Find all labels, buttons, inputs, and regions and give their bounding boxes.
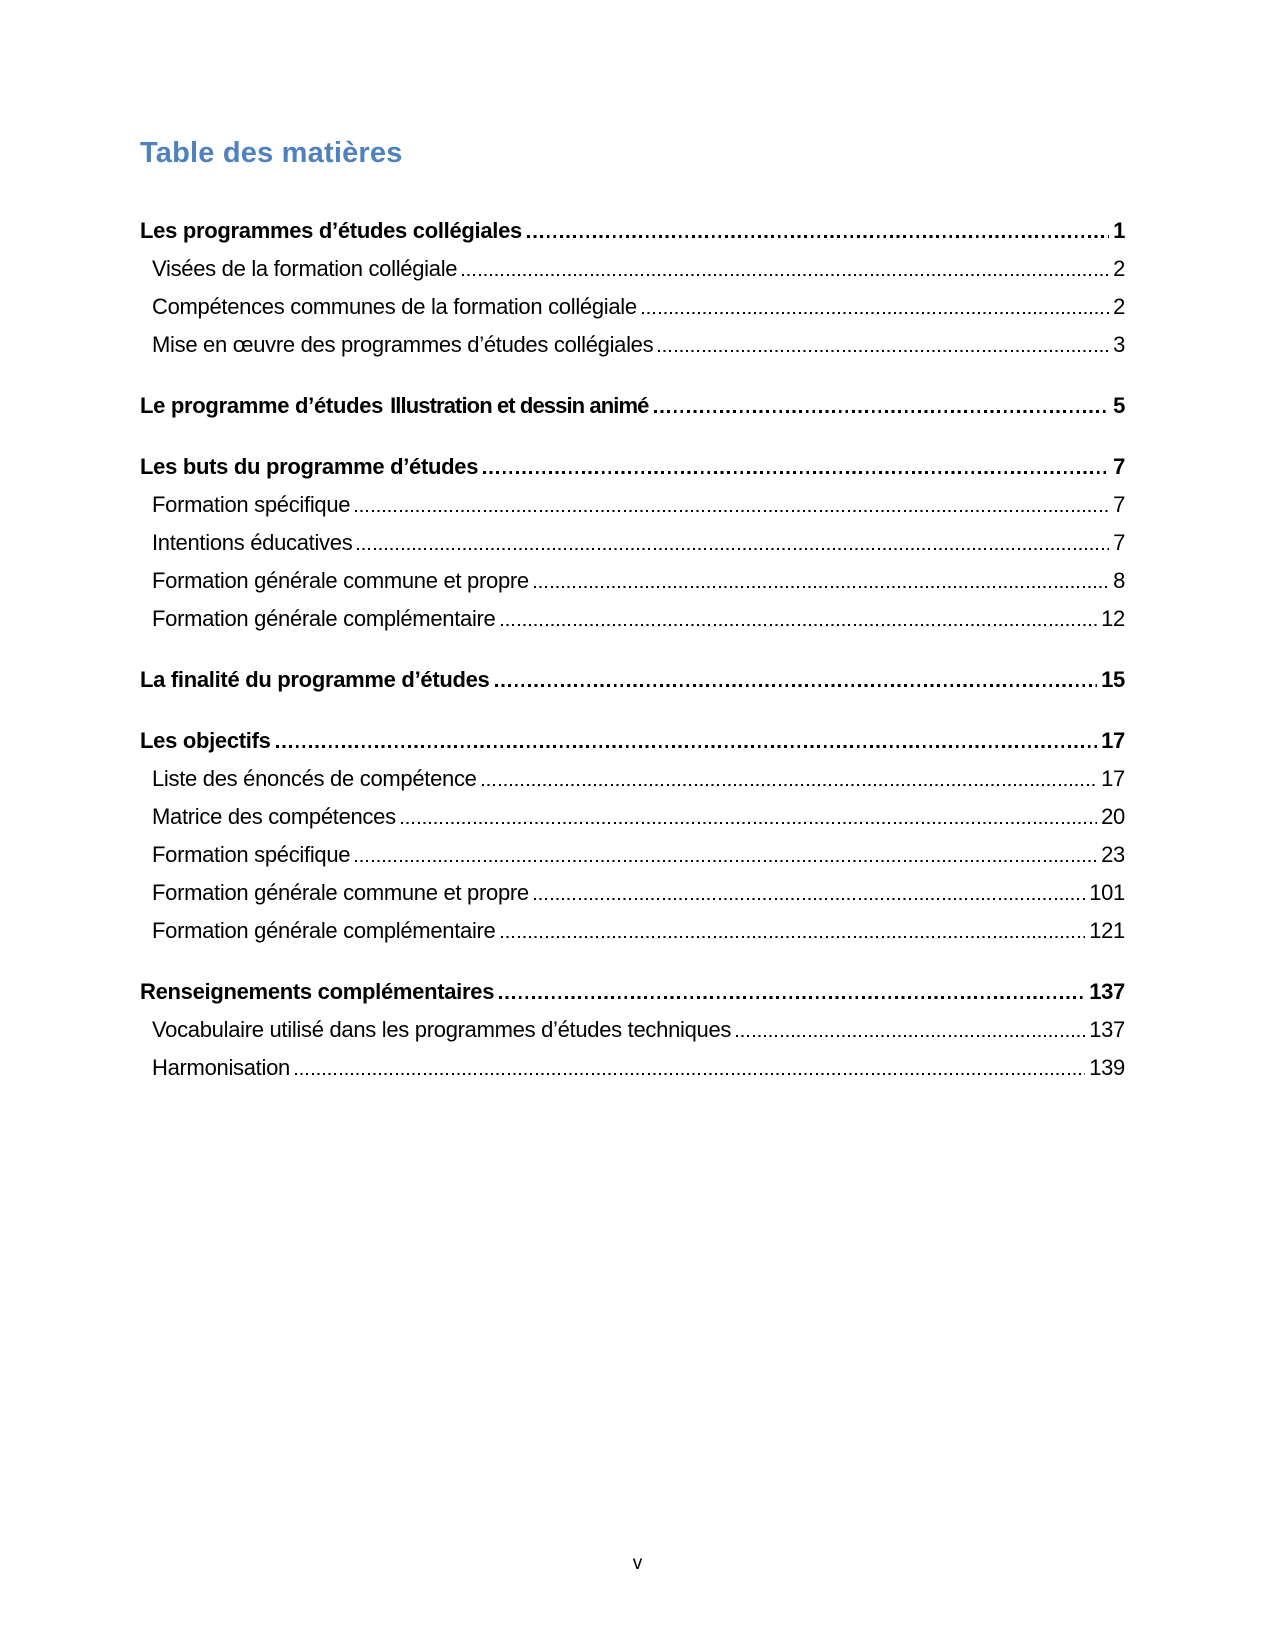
toc-entry-label: Mise en œuvre des programmes d’études collégiales xyxy=(152,332,654,357)
toc-entry-label: Liste des énoncés de compétence xyxy=(152,766,477,791)
toc-entry[interactable] xyxy=(140,486,1125,524)
toc-entry-label: Vocabulaire utilisé dans les programmes d’études techniques xyxy=(152,1017,732,1042)
toc-entry-label: Le programme d’études xyxy=(140,393,384,418)
toc-entry[interactable] xyxy=(140,1049,1125,1087)
toc-dot-leader xyxy=(295,1073,1085,1075)
toc-entry[interactable] xyxy=(140,760,1125,798)
toc-entry[interactable] xyxy=(140,600,1125,638)
toc-entry-label: Les buts du programme d’études xyxy=(140,454,479,479)
toc-entry-label: Formation générale complémentaire xyxy=(152,918,496,943)
toc-entry-page: 7 xyxy=(1113,454,1125,479)
toc-entry-page: 3 xyxy=(1113,332,1125,357)
toc-entry[interactable] xyxy=(140,212,1125,250)
toc-entry-page: 7 xyxy=(1113,530,1125,555)
toc-entry[interactable] xyxy=(140,1011,1125,1049)
toc-entry-page: 15 xyxy=(1101,667,1125,692)
toc-entry-label: Formation générale commune et propre xyxy=(152,568,529,593)
toc-entry-page: 5 xyxy=(1113,393,1125,418)
toc-entry[interactable] xyxy=(140,874,1125,912)
toc-entry-page: 23 xyxy=(1101,842,1125,867)
toc-entry-page: 137 xyxy=(1089,979,1125,1004)
toc-entry[interactable] xyxy=(140,722,1125,760)
toc-dot-leader xyxy=(534,586,1109,588)
toc-entry-label: Matrice des compétences xyxy=(152,804,396,829)
toc-dot-leader xyxy=(357,548,1109,550)
toc-dot-leader xyxy=(736,1035,1085,1037)
toc-dot-leader xyxy=(462,274,1109,276)
toc-entry-page: 8 xyxy=(1113,568,1125,593)
toc-entry-page: 139 xyxy=(1089,1055,1125,1080)
toc-entry[interactable] xyxy=(140,562,1125,600)
toc-entry-page: 121 xyxy=(1089,918,1125,943)
toc-entry-label: Visées de la formation collégiale xyxy=(152,256,458,281)
toc-entry-page: 101 xyxy=(1089,880,1125,905)
toc-entry-program-name: Illustration et dessin animé xyxy=(390,393,649,418)
toc-entry[interactable] xyxy=(140,326,1125,364)
toc-entry-page: 2 xyxy=(1113,294,1125,319)
toc-entry[interactable] xyxy=(140,798,1125,836)
toc-entry-page: 2 xyxy=(1113,256,1125,281)
toc-dot-leader xyxy=(355,860,1097,862)
toc-entry-page: 1 xyxy=(1113,218,1125,243)
toc-entry[interactable] xyxy=(140,288,1125,326)
table-of-contents xyxy=(140,212,1125,1087)
toc-dot-leader xyxy=(501,624,1098,626)
toc-entry-label: Les programmes d’études collégiales xyxy=(140,218,522,243)
toc-entry-label: La finalité du programme d’études xyxy=(140,667,490,692)
toc-entry-label: Formation spécifique xyxy=(152,842,351,867)
toc-dot-leader xyxy=(658,350,1109,352)
page-footer xyxy=(0,1552,1275,1576)
toc-entry-page: 17 xyxy=(1101,766,1125,791)
toc-entry-page: 12 xyxy=(1101,606,1125,631)
toc-dot-leader xyxy=(495,684,1098,687)
toc-entry-page: 7 xyxy=(1113,492,1125,517)
toc-entry-label: Les objectifs xyxy=(140,728,271,753)
toc-dot-leader xyxy=(499,996,1085,999)
toc-entry[interactable] xyxy=(140,448,1125,486)
toc-entry[interactable] xyxy=(140,524,1125,562)
toc-entry[interactable] xyxy=(140,912,1125,950)
toc-entry[interactable] xyxy=(140,836,1125,874)
toc-entry-label: Compétences communes de la formation collégiale xyxy=(152,294,637,319)
toc-entry-page: 20 xyxy=(1101,804,1125,829)
toc-entry-page: 137 xyxy=(1089,1017,1125,1042)
footer-page-number: v xyxy=(632,1553,643,1574)
toc-entry-label: Formation générale complémentaire xyxy=(152,606,496,631)
toc-entry-page: 17 xyxy=(1101,728,1125,753)
toc-dot-leader xyxy=(482,784,1098,786)
toc-dot-leader xyxy=(527,235,1109,238)
toc-entry[interactable] xyxy=(140,387,1125,425)
page-title: Table des matières xyxy=(140,137,403,169)
toc-entry[interactable] xyxy=(140,661,1125,699)
toc-entry[interactable] xyxy=(140,973,1125,1011)
toc-entry-label: Harmonisation xyxy=(152,1055,290,1080)
toc-entry-label: Renseignements complémentaires xyxy=(140,979,495,1004)
toc-dot-leader xyxy=(654,410,1110,413)
toc-dot-leader xyxy=(355,510,1109,512)
toc-entry-label: Formation spécifique xyxy=(152,492,351,517)
toc-dot-leader xyxy=(642,312,1109,314)
toc-dot-leader xyxy=(483,471,1109,474)
toc-dot-leader xyxy=(401,822,1097,824)
toc-dot-leader xyxy=(276,745,1098,748)
toc-entry-label: Formation générale commune et propre xyxy=(152,880,529,905)
toc-dot-leader xyxy=(534,898,1085,900)
toc-entry[interactable] xyxy=(140,250,1125,288)
toc-dot-leader xyxy=(501,936,1086,938)
toc-entry-label: Intentions éducatives xyxy=(152,530,353,555)
